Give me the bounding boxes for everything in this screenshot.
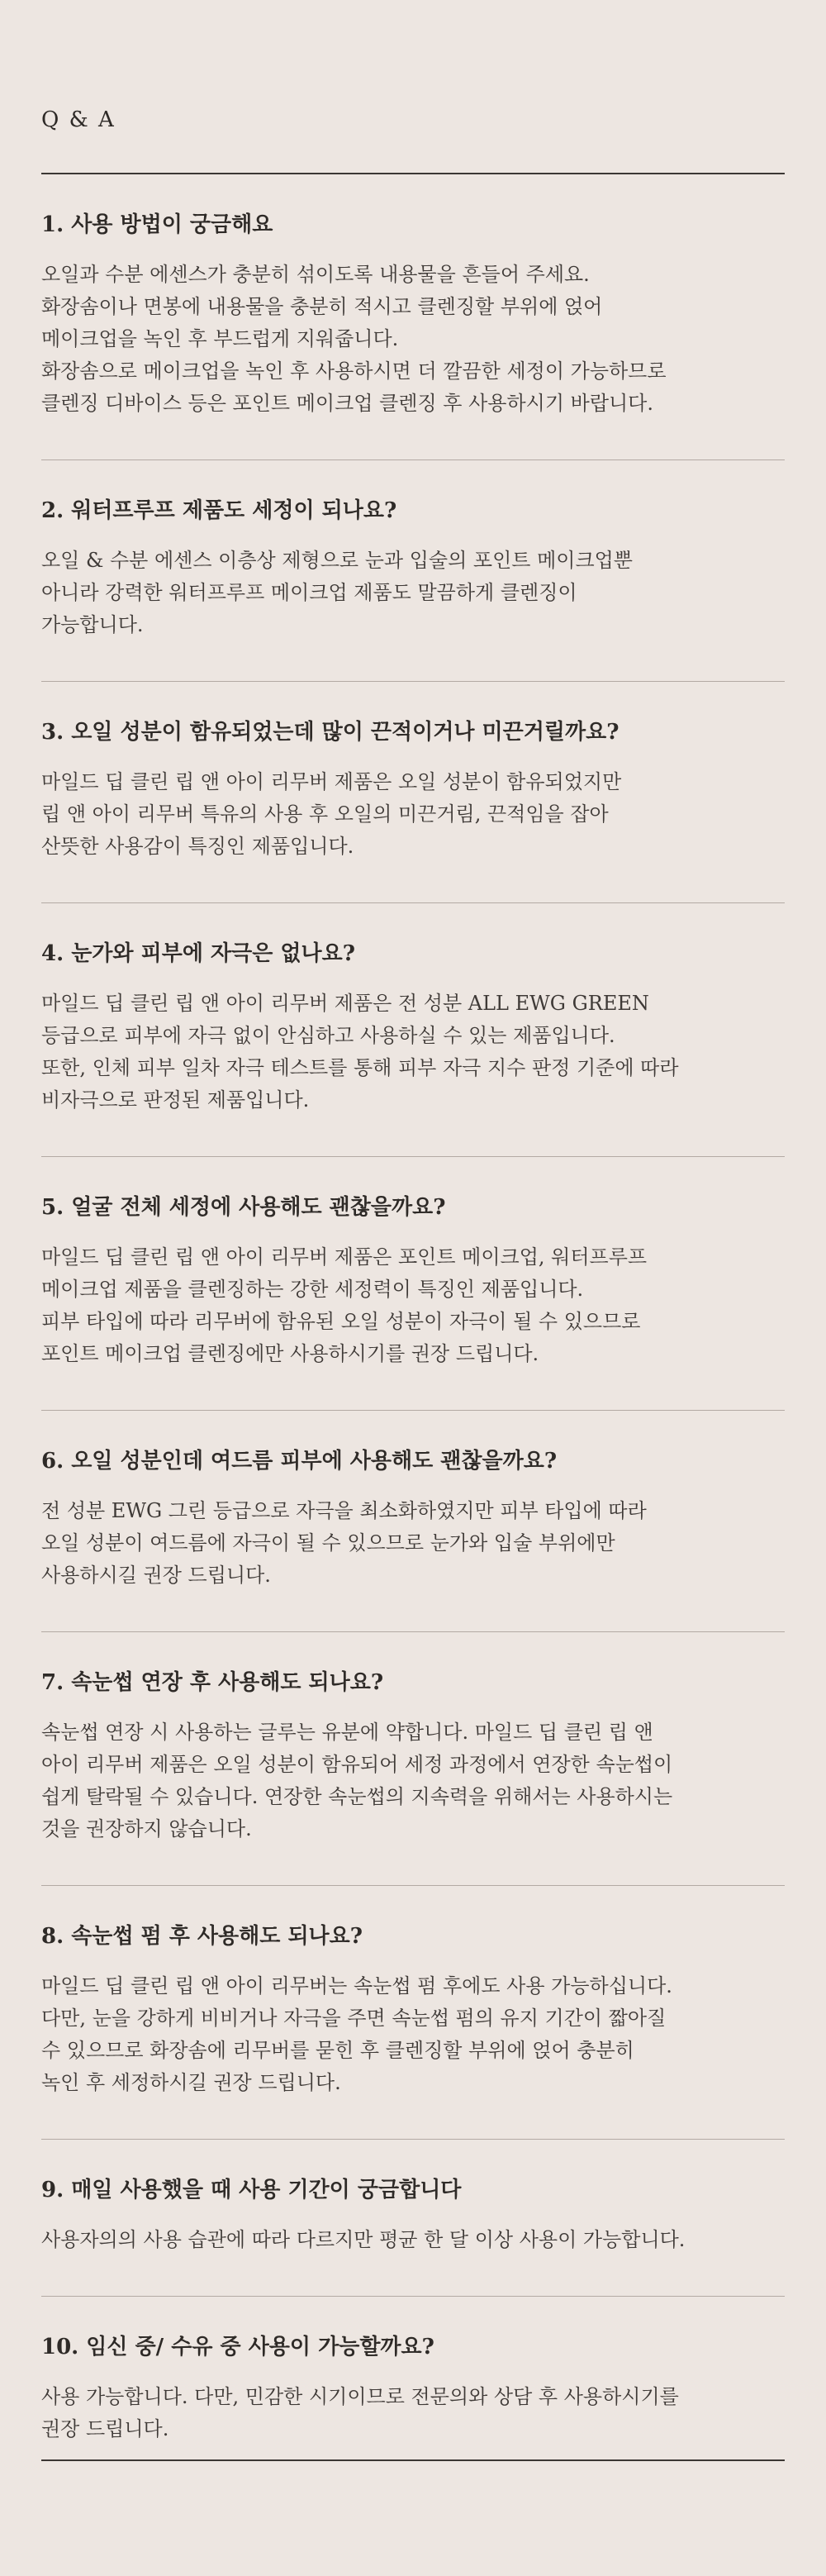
faq-item xyxy=(41,903,785,1157)
faq-answer xyxy=(41,545,785,641)
faq-answer-line: 비자극으로 판정된 제품입니다. xyxy=(41,1088,310,1112)
faq-question: 2. 워터프루프 제품도 세정이 되나요? xyxy=(41,498,397,523)
faq-question: 6. 오일 성분인데 여드름 피부에 사용해도 괜찮을까요? xyxy=(41,1449,558,1474)
faq-answer xyxy=(41,259,785,420)
faq-answer-line: 녹인 후 세정하시길 권장 드립니다. xyxy=(41,2071,341,2094)
faq-answer-line: 메이크업 제품을 클렌징하는 강한 세정력이 특징인 제품입니다. xyxy=(41,1278,584,1301)
faq-question: 5. 얼굴 전체 세정에 사용해도 괜찮을까요? xyxy=(41,1195,446,1220)
faq-answer-line: 오일 성분이 여드름에 자극이 될 수 있으므로 눈가와 입술 부위에만 xyxy=(41,1531,615,1555)
faq-answer-line: 산뜻한 사용감이 특징인 제품입니다. xyxy=(41,835,354,858)
faq-answer-line: 다만, 눈을 강하게 비비거나 자극을 주면 속눈썹 펌의 유지 기간이 짧아질 xyxy=(41,2007,667,2030)
faq-answer-line: 속눈썹 연장 시 사용하는 글루는 유분에 약합니다. 마일드 딥 클린 립 앤 xyxy=(41,1721,653,1744)
faq-answer-line: 화장솜으로 메이크업을 녹인 후 사용하시면 더 깔끔한 세정이 가능하므로 xyxy=(41,359,667,383)
faq-answer-line: 가능합니다. xyxy=(41,613,144,636)
faq-answer-line: 쉽게 탈락될 수 있습니다. 연장한 속눈썹의 지속력을 위해서는 사용하시는 xyxy=(41,1785,673,1808)
faq-item xyxy=(41,1411,785,1632)
faq-question: 7. 속눈썹 연장 후 사용해도 되나요? xyxy=(41,1670,384,1695)
faq-item xyxy=(41,1886,785,2140)
faq-answer-line: 메이크업을 녹인 후 부드럽게 지워줍니다. xyxy=(41,327,399,350)
faq-answer xyxy=(41,1241,785,1370)
faq-answer-line: 권장 드립니다. xyxy=(41,2417,169,2440)
faq-answer-line: 오일 & 수분 에센스 이층상 제형으로 눈과 입술의 포인트 메이크업뿐 xyxy=(41,549,633,572)
faq-answer xyxy=(41,1717,785,1845)
faq-answer xyxy=(41,1970,785,2099)
faq-question: 10. 임신 중/ 수유 중 사용이 가능할까요? xyxy=(41,2335,434,2359)
faq-question: 9. 매일 사용했을 때 사용 기간이 궁금합니다 xyxy=(41,2178,462,2202)
faq-answer-line: 마일드 딥 클린 립 앤 아이 리무버 제품은 오일 성분이 함유되었지만 xyxy=(41,770,622,793)
faq-item xyxy=(41,1157,785,1411)
faq-answer-line: 립 앤 아이 리무버 특유의 사용 후 오일의 미끈거림, 끈적임을 잡아 xyxy=(41,802,609,826)
bottom-divider xyxy=(41,2459,785,2461)
faq-answer xyxy=(41,1495,785,1592)
faq-answer-line: 전 성분 EWG 그린 등급으로 자극을 최소화하였지만 피부 타입에 따라 xyxy=(41,1499,647,1522)
faq-item xyxy=(41,460,785,682)
faq-answer-line: 피부 타입에 따라 리무버에 함유된 오일 성분이 자극이 될 수 있으므로 xyxy=(41,1310,641,1333)
faq-item xyxy=(41,682,785,903)
faq-answer-line: 것을 권장하지 않습니다. xyxy=(41,1817,252,1840)
faq-answer-line: 마일드 딥 클린 립 앤 아이 리무버 제품은 포인트 메이크업, 워터프루프 xyxy=(41,1245,648,1269)
faq-answer xyxy=(41,2224,785,2256)
faq-answer-line: 사용하시길 권장 드립니다. xyxy=(41,1564,271,1587)
faq-answer-line: 또한, 인체 피부 일차 자극 테스트를 통해 피부 자극 지수 판정 기준에 따라 xyxy=(41,1056,679,1079)
faq-question: 4. 눈가와 피부에 자극은 없나요? xyxy=(41,941,355,966)
page-header-title: Q & A xyxy=(41,107,116,132)
faq-answer xyxy=(41,988,785,1117)
faq-answer xyxy=(41,2381,785,2445)
faq-answer xyxy=(41,766,785,863)
faq-answer-line: 마일드 딥 클린 립 앤 아이 리무버는 속눈썹 펌 후에도 사용 가능하십니다. xyxy=(41,1974,672,1997)
faq-answer-line: 화장솜이나 면봉에 내용물을 충분히 적시고 클렌징할 부위에 얹어 xyxy=(41,295,603,318)
faq-answer-line: 포인트 메이크업 클렌징에만 사용하시기를 권장 드립니다. xyxy=(41,1342,539,1365)
faq-answer-line: 아니라 강력한 워터프루프 메이크업 제품도 말끔하게 클렌징이 xyxy=(41,581,577,604)
faq-answer-line: 클렌징 디바이스 등은 포인트 메이크업 클렌징 후 사용하시기 바랍니다. xyxy=(41,392,653,415)
faq-answer-line: 수 있으므로 화장솜에 리무버를 묻힌 후 클렌징할 부위에 얹어 충분히 xyxy=(41,2039,634,2062)
faq-question: 1. 사용 방법이 궁금해요 xyxy=(41,212,273,237)
faq-item xyxy=(41,2140,785,2297)
faq-item xyxy=(41,1632,785,1886)
faq-item xyxy=(41,2297,785,2485)
faq-item xyxy=(41,174,785,460)
faq-answer-line: 아이 리무버 제품은 오일 성분이 함유되어 세정 과정에서 연장한 속눈썹이 xyxy=(41,1753,673,1776)
faq-answer-line: 등급으로 피부에 자극 없이 안심하고 사용하실 수 있는 제품입니다. xyxy=(41,1024,615,1047)
faq-answer-line: 마일드 딥 클린 립 앤 아이 리무버 제품은 전 성분 ALL EWG GREEN xyxy=(41,992,649,1015)
faq-question: 8. 속눈썹 펌 후 사용해도 되나요? xyxy=(41,1924,363,1949)
faq-list xyxy=(41,174,785,2485)
faq-answer-line: 사용자의의 사용 습관에 따라 다르지만 평균 한 달 이상 사용이 가능합니다. xyxy=(41,2228,686,2251)
faq-answer-line: 사용 가능합니다. 다만, 민감한 시기이므로 전문의와 상담 후 사용하시기를 xyxy=(41,2385,679,2408)
faq-question: 3. 오일 성분이 함유되었는데 많이 끈적이거나 미끈거릴까요? xyxy=(41,720,620,745)
faq-answer-line: 오일과 수분 에센스가 충분히 섞이도록 내용물을 흔들어 주세요. xyxy=(41,263,590,286)
